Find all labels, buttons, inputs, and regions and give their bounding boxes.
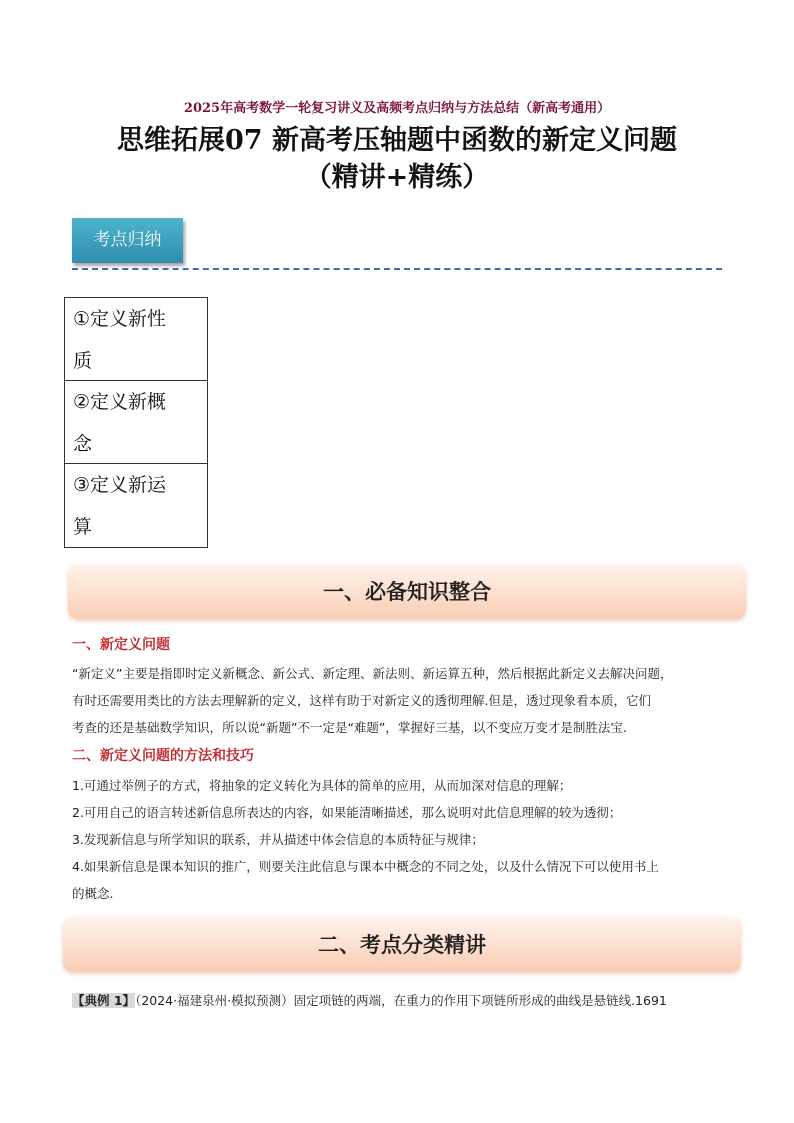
document-title: 思维拓展07 新高考压轴题中函数的新定义问题 (117, 125, 677, 156)
topic-item-text-cont: 念 (73, 433, 93, 455)
topic-list-table (64, 297, 208, 548)
topic-item (65, 298, 207, 381)
example-tag: 【典例 1】 (72, 993, 136, 1008)
topic-item-text: ②定义新概 (73, 391, 167, 413)
dashed-divider (72, 268, 722, 270)
topic-item-text: ①定义新性 (73, 308, 167, 330)
example-line (72, 991, 732, 1009)
heading-new-definition: 一、新定义问题 (72, 637, 170, 653)
topic-item-text-cont: 质 (73, 350, 93, 372)
section-banner-knowledge: 一、必备知识整合 (68, 564, 746, 619)
heading-methods: 二、新定义问题的方法和技巧 (72, 748, 254, 764)
example-text: （2024·福建泉州·模拟预测）固定项链的两端，在重力的作用下项链所形成的曲线是悬链线.1691 (135, 993, 667, 1008)
section-banner-examples: 二、考点分类精讲 (63, 917, 741, 972)
method-item: 3.发现新信息与所学知识的联系，并从描述中体会信息的本质特征与规律； (72, 832, 484, 847)
method-item: 2.可用自己的语言转述新信息所表达的内容，如果能清晰描述，那么说明对此信息理解的较为透彻； (72, 805, 622, 820)
method-item: 的概念. (72, 886, 114, 901)
topic-item-text-cont: 算 (73, 516, 93, 538)
section-badge: 考点归纳 (72, 218, 183, 263)
paragraph-line: 有时还需要用类比的方法去理解新的定义，这样有助于对新定义的透彻理解.但是，透过现象看本质，它们 (72, 693, 651, 708)
document-subtitle: 2025年高考数学一轮复习讲义及高频考点归纳与方法总结（新高考通用） (183, 101, 611, 116)
topic-item (65, 381, 207, 464)
method-item: 4.如果新信息是课本知识的推广，则要关注此信息与课本中概念的不同之处，以及什么情况下可以使用书上 (72, 859, 659, 874)
paragraph-new-definition (72, 660, 724, 741)
document-title-line2: （精讲+精练） (304, 162, 490, 193)
paragraph-line: “新定义”主要是指即时定义新概念、新公式、新定理、新法则、新运算五种，然后根据此新定义去解决问题， (72, 666, 673, 681)
topic-item-text: ③定义新运 (73, 474, 167, 496)
methods-list (72, 772, 724, 907)
method-item: 1.可通过举例子的方式，将抽象的定义转化为具体的简单的应用，从而加深对信息的理解； (72, 778, 572, 793)
topic-item (65, 464, 207, 547)
paragraph-line: 考查的还是基础数学知识，所以说“新题”不一定是“难题”，掌握好三基，以不变应万变才是制胜法宝. (72, 720, 627, 735)
